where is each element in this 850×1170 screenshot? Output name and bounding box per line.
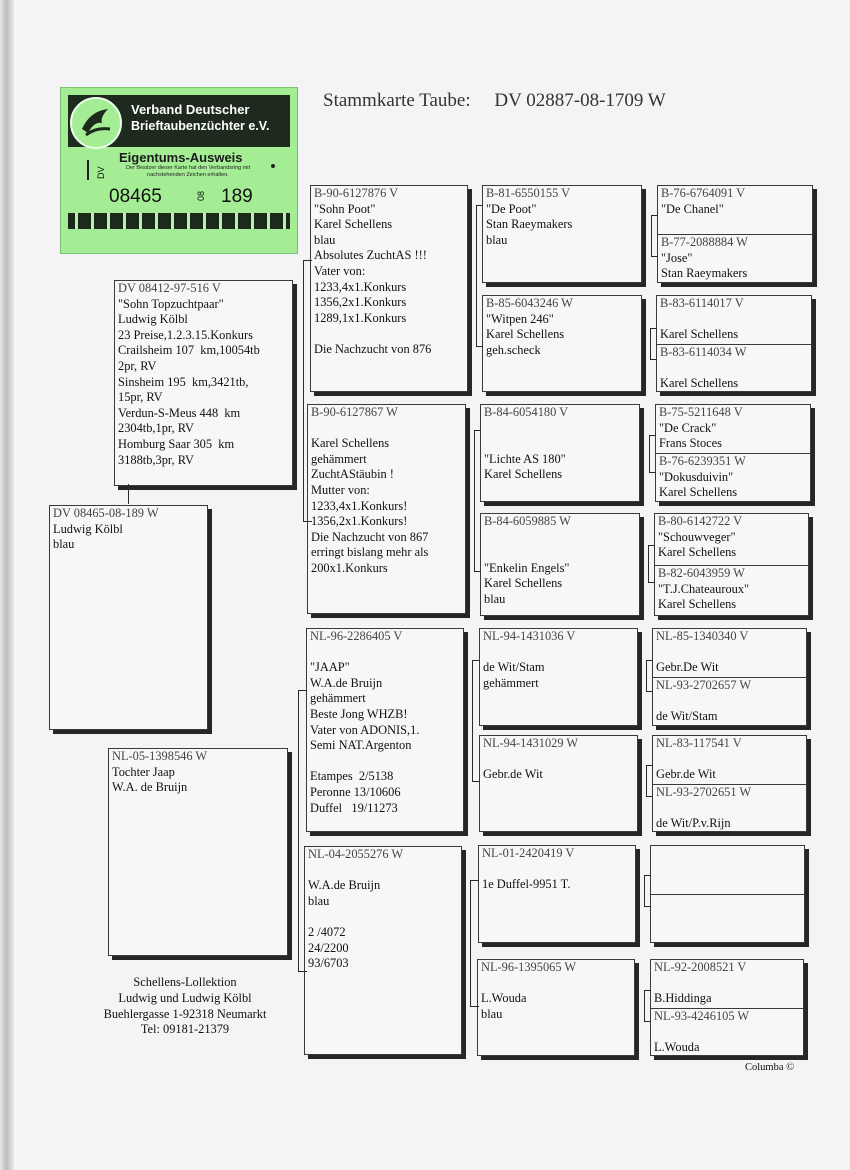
pigeon-detail-line: Karel Schellens [658,545,737,560]
pigeon-box-gen4-5 [652,628,807,726]
pigeon-box-gen4-8 [650,959,804,1056]
pigeon-box-gen3-8 [477,959,635,1056]
ring-number: NL-05-1398546 W [112,749,208,763]
sire-half [651,846,804,892]
pigeon-detail-line: blau [481,1006,503,1021]
pigeon-detail-line: Karel Schellens [484,576,563,591]
pigeon-detail-line: 3188tb,3pr, RV [118,452,194,467]
association-logo [70,97,122,149]
pigeon-detail-line [481,436,639,452]
pigeon-detail-line: blau [484,591,506,606]
pigeon-detail-line [478,976,634,992]
dam-half [655,566,808,613]
pigeon-detail-line: 1356,2x1.Konkurs [314,295,407,310]
sire-half [657,296,811,342]
ring-number: B-80-6142722 V [658,514,743,528]
pigeon-text [305,847,461,972]
pigeon-detail-line: Gebr.de Wit [656,767,716,782]
pigeon-detail-line: blau [308,893,330,908]
sire-half [651,960,803,1006]
connector-bracket [303,260,312,522]
pigeon-detail-line [480,645,637,661]
pigeon-box-sire [114,280,293,486]
pigeon-detail-line: "De Poot" [486,201,537,216]
sire-half [653,736,806,782]
pigeon-detail-line: Crailsheim 107 km,10054tb [118,343,260,358]
pigeon-detail-line: 1233,4x1.Konkurs! [311,498,408,513]
pigeon-box-gen4-2 [656,295,812,392]
pigeon-detail-line: Mutter von: [311,482,370,497]
pigeon-detail-line: "JAAP" [310,660,350,675]
card-ring: 189 [221,186,253,207]
pigeon-detail-line: Vater von ADONIS,1. [310,722,420,737]
pigeon-detail-line: B.Hiddinga [654,991,712,1006]
pigeon-detail-line: 1289,1x1.Konkurs [314,310,407,325]
ring-number: B-85-6043246 W [486,296,573,310]
sire-half [653,629,806,675]
ring-number: DV 08412-97-516 V [118,281,221,295]
pigeon-text [483,186,641,248]
pigeon-detail-line: "Witpen 246" [486,311,554,326]
connector-bracket [474,430,481,572]
pigeon-detail-line: "Lichte AS 180" [484,451,566,466]
pigeon-detail-line: "Jose" [661,250,693,265]
pigeon-text [115,281,292,468]
pigeon-box-dam [108,748,288,956]
pigeon-detail-line: Gebr.de Wit [483,767,543,782]
pigeon-detail-line: geh.scheck [486,342,541,357]
connector-bracket [646,765,653,797]
ring-number: B-90-6127867 W [311,405,398,419]
address-line: Schellens-Lollektion [133,975,237,989]
ring-number: B-76-6239351 W [659,454,746,468]
ring-number: B-77-2088884 W [661,235,748,249]
pigeon-detail-line: Die Nachzucht von 876 [314,341,432,356]
ring-number: NL-94-1431029 W [483,736,579,750]
pigeon-detail-line: Sinsheim 195 km,3421tb, [118,374,249,389]
pigeon-detail-line: Karel Schellens [486,327,565,342]
connector-bracket [646,660,653,692]
pigeon-detail-line: ZuchtAStäubin ! [311,467,394,482]
pigeon-detail-line [653,801,806,817]
pigeon-box-gen3-7 [478,845,636,943]
ring-number: B-75-5211648 V [659,405,743,419]
pigeon-detail-line: Karel Schellens [658,597,737,612]
pigeon-box-gen4-7 [650,845,805,943]
pigeon-detail-line: L.Wouda [654,1040,700,1055]
pigeon-detail-line: "T.J.Chateauroux" [658,581,750,596]
pigeon-detail-line: 24/2200 [308,940,349,955]
pigeon-detail-line: gehämmert [311,451,367,466]
ring-number: NL-93-2702651 W [656,785,752,799]
pigeon-detail-line [481,545,639,561]
address-line: Buehlergasse 1-92318 Neumarkt [103,1006,267,1021]
pigeon-detail-line: Stan Raeymakers [486,217,573,232]
pigeon-detail-line: "Schouwveger" [658,529,736,544]
pigeon-box-gen3-1 [482,185,642,283]
pigeon-box-sire-dam [307,404,466,614]
pigeon-detail-line: Karel Schellens [660,376,739,391]
pigeon-detail-line [308,421,465,437]
card-title: Eigentums-Ausweis [119,150,243,165]
ring-number: NL-93-2702657 W [656,678,752,692]
pigeon-detail-line: Beste Jong WHZB! [310,706,408,721]
pigeon-text [483,296,641,358]
pigeon-detail-line [311,326,467,342]
pigeon-detail-line: Ludwig Kölbl [53,521,123,536]
card-country: DV [96,166,106,179]
pigeon-detail-line: Vater von: [314,263,366,278]
pigeon-box-gen3-5 [479,628,638,726]
pigeon-detail-line: 2 /4072 [308,924,346,939]
dam-half [651,1009,803,1056]
ring-number: B-76-6764091 V [661,186,746,200]
pigeon-detail-line: 2304tb,1pr, RV [118,421,194,436]
pigeon-detail-line: "De Chanel" [661,201,724,216]
ring-number: B-83-6114017 V [660,296,744,310]
pigeon-text [481,514,639,608]
pigeon-detail-line: erringt bislang mehr als [311,545,429,560]
association-name-line2: Brieftaubenzüchter e.V. [131,119,270,133]
pigeon-box-gen3-4 [480,513,640,616]
pigeon-detail-line: 2pr, RV [118,358,157,373]
connector-bracket [470,880,479,1007]
pigeon-detail-line [651,976,803,992]
pigeon-detail-line: "Sohn Poot" [314,201,376,216]
dam-half [656,454,810,501]
pigeon-detail-line: Homburg Saar 305 km [118,436,235,451]
pigeon-text [50,506,207,553]
pigeon-text [478,960,634,1022]
breeder-address [60,975,310,1038]
pigeon-detail-line: Karel Schellens [484,467,563,482]
pigeon-detail-line: Stan Raeymakers [661,266,748,281]
ring-number: NL-96-2286405 V [310,629,403,643]
card-pattern [68,213,290,229]
pigeon-text [479,846,635,893]
pigeon-detail-line [305,863,461,879]
ring-number: NL-01-2420419 V [482,846,575,860]
pigeon-detail-line: 93/6703 [308,956,349,971]
pigeon-detail-line: L.Wouda [481,991,527,1006]
pigeon-detail-line [481,530,639,546]
ring-number: DV 08465-08-189 W [53,506,159,520]
pigeon-box-gen4-3 [655,404,811,502]
connector-bracket [644,990,651,1022]
connector-bracket [650,328,657,360]
address-line: Tel: 09181-21379 [140,1022,230,1037]
pigeon-detail-line: blau [486,232,508,247]
membership-card [60,87,298,254]
card-year: 08 [196,190,207,202]
sire-half [658,186,812,232]
pigeon-detail-line: Die Nachzucht von 867 [311,529,429,544]
pigeon-detail-line: 23 Preise,1.2.3.15.Konkurs [118,327,253,342]
pigeon-detail-line: "De Crack" [659,420,717,435]
pigeon-detail-line: W.A.de Bruijn [310,675,383,690]
pigeon-text [480,629,637,691]
pigeon-detail-line [653,752,806,768]
pigeon-detail-line: Verdun-S-Meus 448 km [118,405,241,420]
pigeon-detail-line: Semi NAT.Argenton [310,738,412,753]
pigeon-detail-line: Absolutes ZuchtAS !!! [314,248,427,263]
pigeon-detail-line: 1233,4x1.Konkurs [314,279,407,294]
pigeon-detail-line: gehämmert [483,675,539,690]
pigeon-text [308,405,465,577]
pigeon-text [307,629,463,816]
connector-bracket [472,660,480,782]
ring-number: NL-94-1431036 V [483,629,576,643]
pigeon-detail-line [653,645,806,661]
pigeon-detail-line: Frans Stoces [659,436,722,451]
pigeon-detail-line: 15pr, RV [118,390,163,405]
pigeon-detail-line: Karel Schellens [314,217,393,232]
pigeon-detail-line: blau [53,537,75,552]
connector-bracket [651,215,658,257]
pigeon-detail-line: W.A. de Bruijn [112,780,188,795]
pigeon-detail-line: gehämmert [310,691,366,706]
ring-number: B-90-6127876 V [314,186,399,200]
pigeon-detail-line [657,361,811,377]
pigeon-box-gen3-3 [480,404,640,502]
pigeon-detail-line: de Wit/Stam [483,660,545,675]
pigeon-detail-line: Peronne 13/10606 [310,784,401,799]
dam-half [657,345,811,392]
ring-number: NL-83-117541 V [656,736,742,750]
ring-number: B-84-6059885 W [484,514,571,528]
pigeon-detail-line [481,421,639,437]
divider [651,894,804,895]
pigeon-detail-line [307,645,463,661]
dam-half [653,785,806,832]
pigeon-detail-line: Ludwig Kölbl [118,312,188,327]
ring-number: B-84-6054180 V [484,405,569,419]
pigeon-detail-line [305,909,461,925]
ring-number: NL-85-1340340 V [656,629,749,643]
dam-half [658,235,812,282]
pigeon-detail-line [480,752,637,768]
sire-half [656,405,810,451]
card-dot [271,164,275,168]
pigeon-detail-line: 1e Duffel-9951 T. [482,877,571,892]
pigeon-text [311,186,467,358]
pigeon-box-dam-sire [306,628,464,832]
pigeon-box-gen4-4 [654,513,809,616]
ring-number: B-81-6550155 V [486,186,571,200]
connector-bracket [648,545,655,583]
pigeon-detail-line [653,694,806,710]
pigeon-detail-line [657,312,811,328]
sire-half [655,514,808,563]
pigeon-box-subject [49,505,208,730]
connector-bracket [476,205,483,347]
card-number: 08465 [109,186,162,207]
pigeon-box-gen3-2 [482,295,642,392]
card-mark [87,160,89,180]
pigeon-text [480,736,637,783]
pigeon-detail-line: Karel Schellens [311,436,390,451]
card-note: Der Besitzer dieser Karte hat den Verbandsring mit nachstehenden Zeichen erhalten. [125,165,251,178]
pigeon-detail-line: Tochter Jaap [112,764,175,779]
pigeon-detail-line: 200x1.Konkurs [311,560,388,575]
pigeon-box-gen4-1 [657,185,813,283]
pigeon-detail-line: Karel Schellens [659,485,738,500]
pigeon-detail-line: "Enkelin Engels" [484,560,570,575]
ring-number: NL-92-2008521 V [654,960,747,974]
pigeon-detail-line: Duffel 19/11273 [310,800,398,815]
pigeon-detail-line [651,1025,803,1041]
pigeon-detail-line: de Wit/Stam [656,709,718,724]
connector-bracket [298,690,307,972]
pigeon-detail-line: 1356,2x1.Konkurs! [311,514,408,529]
page-title: Stammkarte Taube: DV 02887-08-1709 W [323,90,666,111]
address-line: Ludwig und Ludwig Kölbl [118,990,252,1005]
pigeon-detail-line: Gebr.De Wit [656,660,719,675]
copyright-note: Columba © [745,1062,795,1073]
ring-number: NL-04-2055276 W [308,847,404,861]
pigeon-box-gen3-6 [479,735,638,832]
pigeon-detail-line: de Wit/P.v.Rijn [656,816,731,831]
pigeon-detail-line: W.A.de Bruijn [308,878,381,893]
pigeon-box-gen4-6 [652,735,807,832]
ring-number: NL-93-4246105 W [654,1009,750,1023]
connector-bracket [649,435,656,473]
ring-number: B-82-6043959 W [658,566,745,580]
pigeon-box-dam-dam [304,846,462,1055]
connector-bracket [644,875,651,907]
pigeon-detail-line: Karel Schellens [660,327,739,342]
pigeon-text [109,749,287,796]
pigeon-detail-line [307,754,463,770]
ring-number: B-83-6114034 W [660,345,747,359]
pigeon-detail-line [479,862,635,878]
pigeon-text [481,405,639,483]
connector-bracket [128,484,130,504]
dam-half [653,678,806,725]
pigeon-box-sire-sire [310,185,468,392]
pigeon-detail-line: "Sohn Topzuchtpaar" [118,296,224,311]
pigeon-detail-line: blau [314,232,336,247]
scan-edge [0,0,14,1170]
pigeon-icon [72,99,120,147]
pigeon-detail-line: "Dokusduivin" [659,469,734,484]
ring-number: NL-96-1395065 W [481,960,577,974]
association-name-line1: Verband Deutscher [131,102,250,117]
pigeon-detail-line: Etampes 2/5138 [310,769,394,784]
